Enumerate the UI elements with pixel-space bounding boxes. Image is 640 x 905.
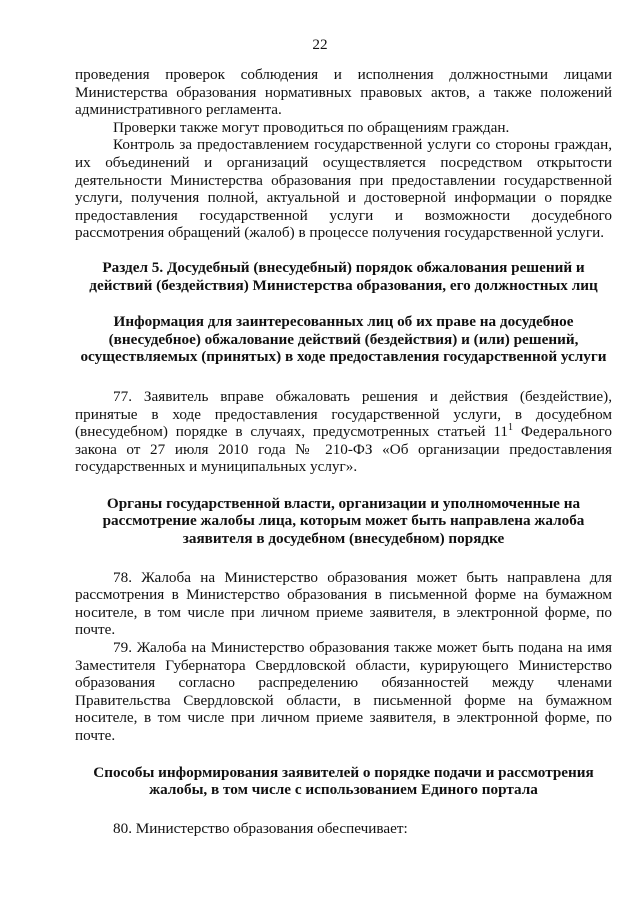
paragraph-77-text: 77. Заявитель вправе обжаловать решения и действия (бездействие), принятые в ходе предоставления государственной услуги, в досудебном (внесудебном) порядке в случаях, предусмотренных статьей 11 xyxy=(75,387,612,441)
page-number: 22 xyxy=(312,36,328,53)
paragraph-control: Контроль за предоставлением государственной услуги со стороны граждан, их объединений и организаций осуществляется посредством открытости деятельности Министерства образования при предоставлении государственной услуги, получения полной, актуальной и достоверной информации о порядке предоставления государственной услуги и возможности досудебного рассмотрения обращений (жалоб) в процессе получения государственной услуги. xyxy=(75,136,612,242)
paragraph-continuation: проведения проверок соблюдения и исполнения должностными лицами Министерства образования нормативных правовых актов, а также положений административного регламента. xyxy=(75,66,612,119)
page-content xyxy=(75,66,612,837)
paragraph-checks: Проверки также могут проводиться по обращениям граждан. xyxy=(113,118,510,136)
paragraph-77 xyxy=(75,388,612,476)
heading-bodies: Органы государственной власти, организации и уполномоченные на рассмотрение жалобы лица, которым может быть направлена жалоба заявителя в досудебном (внесудебном) порядке xyxy=(102,494,585,548)
paragraph-77-text-end: Федерального закона от 27 июля 2010 года № 210-ФЗ «Об организации предоставления государственных и муниципальных услуг». xyxy=(75,423,612,476)
paragraph-79: 79. Жалоба на Министерство образования также может быть подана на имя Заместителя Губернатора Свердловской области, курирующего Министерство образования согласно распределению обязанностей между членами Правительства Свердловской области, в письменной форме на бумажном носителе, в том числе при личном приеме заявителя, в электронной форме, по почте. xyxy=(75,639,612,744)
heading-information: Информация для заинтересованных лиц об их праве на досудебное (внесудебное) обжалование действий (бездействия) и (или) решений, осуществляемых (принятых) в ходе предоставления государственной услуги xyxy=(80,313,607,366)
heading-methods: Способы информирования заявителей о порядке подачи и рассмотрения жалобы, в том числе с использованием Единого портала xyxy=(93,763,594,799)
paragraph-80: 80. Министерство образования обеспечивает: xyxy=(113,819,408,837)
section-5-title: Раздел 5. Досудебный (внесудебный) порядок обжалования решений и действий (бездействия) Министерства образования, его должностных лиц xyxy=(89,258,598,294)
paragraph-78: 78. Жалоба на Министерство образования может быть направлена для рассмотрения в Министерство образования в письменной форме на бумажном носителе, в том числе при личном приеме заявителя, в электронной форме, по почте. xyxy=(75,568,612,639)
paragraph-77-superscript: 1 xyxy=(508,422,514,434)
